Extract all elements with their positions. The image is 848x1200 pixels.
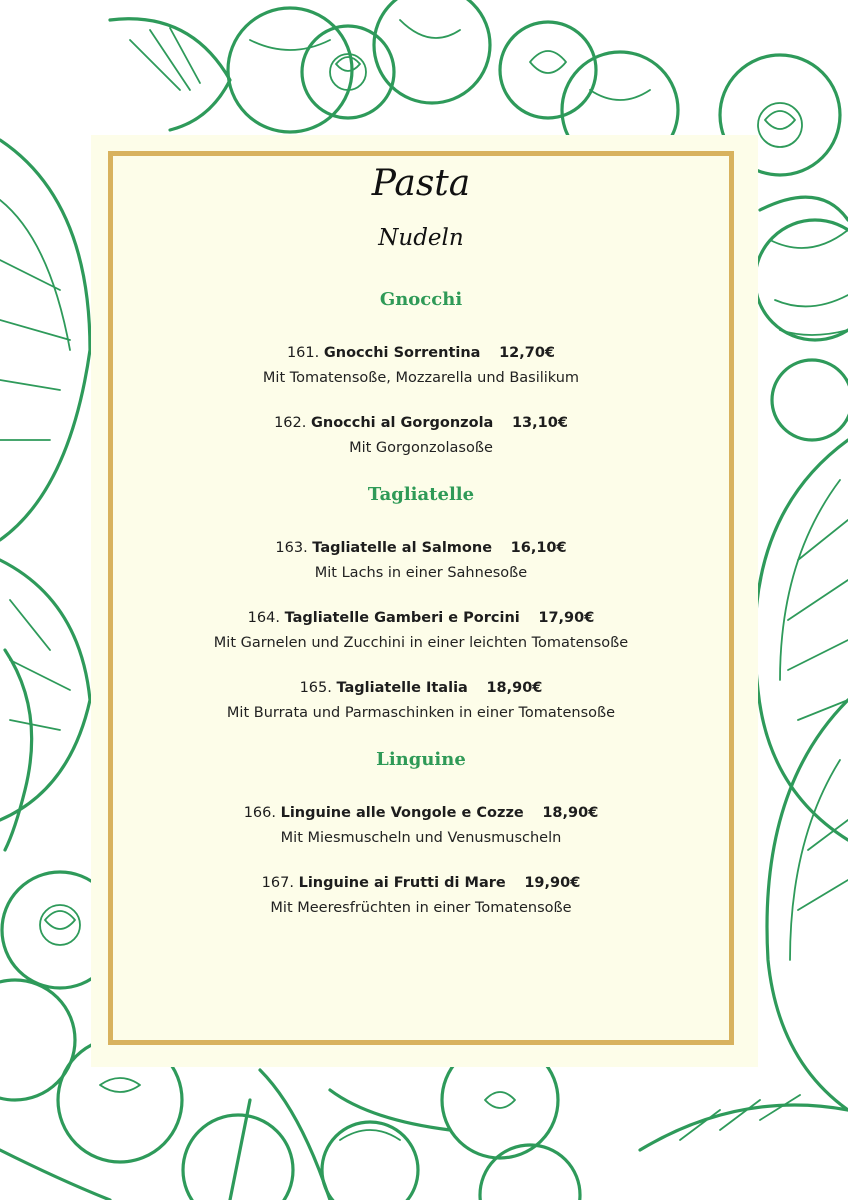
- menu-item: [108, 608, 734, 653]
- menu-item-number: 165.: [299, 680, 332, 696]
- page-title: Pasta: [371, 163, 471, 204]
- menu-item-description: Mit Meeresfrüchten in einer Tomatensoße: [270, 900, 572, 916]
- menu-item-number: 166.: [243, 805, 276, 821]
- section-heading-linguine: Linguine: [376, 749, 466, 770]
- menu-item-title-line: [108, 538, 734, 558]
- menu-item-name: Linguine alle Vongole e Cozze: [280, 805, 524, 821]
- page-subtitle: Nudeln: [378, 225, 464, 251]
- menu-item-description: Mit Garnelen und Zucchini in einer leichten Tomatensoße: [213, 635, 629, 651]
- menu-item-name: Gnocchi Sorrentina: [323, 345, 481, 361]
- menu-item: [108, 343, 734, 388]
- menu-item-title-line: [108, 413, 734, 433]
- menu-item-price: 18,90€: [542, 805, 599, 821]
- menu-item-description: Mit Tomatensoße, Mozzarella und Basilikum: [262, 370, 580, 386]
- menu-item-price: 18,90€: [486, 680, 543, 696]
- menu-item-description: Mit Miesmuscheln und Venusmuscheln: [280, 830, 562, 846]
- menu-item-price: 17,90€: [538, 610, 595, 626]
- menu-item: [108, 413, 734, 458]
- menu-item-price: 13,10€: [511, 415, 568, 431]
- menu-item-description: Mit Lachs in einer Sahnesoße: [314, 565, 528, 581]
- menu-item-name: Linguine ai Frutti di Mare: [298, 875, 506, 891]
- menu-item-name: Tagliatelle al Salmone: [312, 540, 493, 556]
- menu-item-description: Mit Gorgonzolasoße: [349, 440, 493, 456]
- menu-item-price: 16,10€: [510, 540, 567, 556]
- menu-item-number: 167.: [261, 875, 294, 891]
- menu-item-number: 163.: [275, 540, 308, 556]
- section-heading-gnocchi: Gnocchi: [379, 289, 463, 310]
- leaf-left-icon: [0, 140, 90, 850]
- menu-item: [108, 678, 734, 723]
- menu-item-name: Gnocchi al Gorgonzola: [310, 415, 494, 431]
- menu-item-title-line: [108, 678, 734, 698]
- menu-item-number: 162.: [274, 415, 307, 431]
- menu-item-number: 164.: [247, 610, 280, 626]
- menu-item: [108, 538, 734, 583]
- menu-item: [108, 873, 734, 918]
- menu-item-name: Tagliatelle Italia: [336, 680, 468, 696]
- menu-item-title-line: [108, 608, 734, 628]
- menu-item-description: Mit Burrata und Parmaschinken in einer Tomatensoße: [226, 705, 616, 721]
- menu-item-name: Tagliatelle Gamberi e Porcini: [284, 610, 520, 626]
- menu-item: [108, 803, 734, 848]
- menu-item-price: 19,90€: [524, 875, 581, 891]
- menu-item-number: 161.: [286, 345, 320, 361]
- menu-item-price: 12,70€: [499, 345, 556, 361]
- menu-item-title-line: [108, 803, 734, 823]
- menu-item-title-line: [108, 873, 734, 893]
- section-heading-tagliatelle: Tagliatelle: [367, 484, 475, 505]
- menu-item-title-line: [108, 343, 734, 363]
